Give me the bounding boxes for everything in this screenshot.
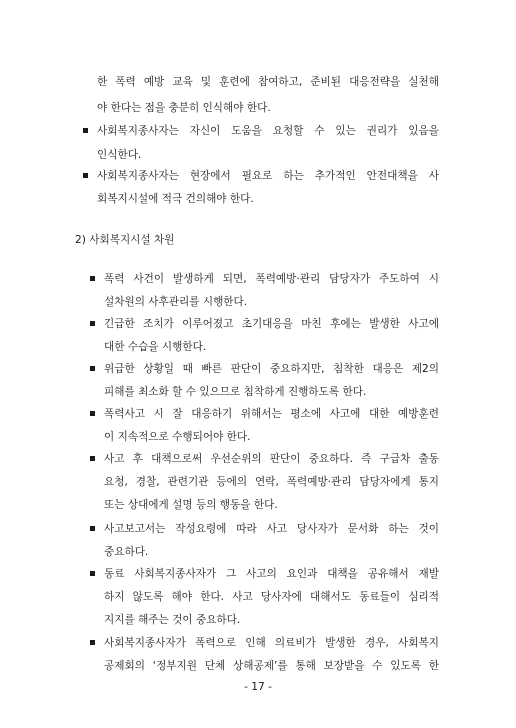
bullet-line: 설차원의 사후관리를 시행한다. (104, 296, 248, 308)
page-number: - 17 - (244, 681, 272, 693)
bullet-line: 사고보고서는 작성요령에 따라 사고 당사자가 문서화 하는 것이 (104, 523, 439, 535)
bullet-marker (90, 366, 95, 371)
bullet-line: 지지를 해주는 것이 중요하다. (104, 614, 241, 626)
bullet-marker (90, 276, 95, 281)
bullet-line: 이 지속적으로 수행되어야 한다. (104, 431, 251, 443)
intro-line: 야 한다는 점을 충분히 인식해야 한다. (97, 102, 271, 114)
bullet-line: 인식한다. (97, 149, 142, 161)
bullet-marker (90, 411, 95, 416)
bullet-line: 위급한 상황일 때 빠른 판단이 중요하지만, 침착한 대응은 제2의 (104, 363, 439, 375)
bullet-line: 사회복지종사자는 현장에서 필요로 하는 추가적인 안전대책을 사 (97, 170, 439, 182)
bullet-marker (90, 571, 95, 576)
bullet-marker (90, 321, 95, 326)
bullet-line: 동료 사회복지종사자가 그 사고의 요인과 대책을 공유해서 재발 (104, 568, 439, 580)
bullet-marker (90, 526, 95, 531)
bullet-marker (90, 456, 95, 461)
bullet-line: 사회복지종사자는 자신이 도움을 요청할 수 있는 권리가 있음을 (97, 125, 439, 137)
bullet-line: 긴급한 조치가 이루어졌고 초기대응을 마친 후에는 발생한 사고에 (104, 318, 439, 330)
bullet-marker (90, 640, 95, 645)
bullet-line: 중요하다. (104, 546, 149, 558)
bullet-line: 대한 수습을 시행한다. (104, 341, 207, 353)
bullet-marker (83, 173, 88, 178)
bullet-line: 폭력 사건이 발생하게 되면, 폭력예방·관리 담당자가 주도하여 시 (104, 273, 439, 285)
bullet-line: 회복지시설에 적극 건의해야 한다. (97, 193, 254, 205)
bullet-line: 하지 않도록 해야 한다. 사고 당사자에 대해서도 동료들이 심리적 (104, 591, 439, 603)
bullet-line: 공제회의 ‘정부지원 단체 상해공제’를 통해 보장받을 수 있도록 한 (104, 660, 439, 672)
bullet-marker (83, 128, 88, 133)
bullet-line: 폭력사고 시 잘 대응하기 위해서는 평소에 사고에 대한 예방훈련 (104, 408, 439, 420)
section-heading: 2) 사회복지시설 차원 (75, 234, 175, 246)
bullet-line: 사고 후 대책으로써 우선순위의 판단이 중요하다. 즉 구급차 출동 (104, 453, 439, 465)
bullet-line: 또는 상대에게 설명 등의 행동을 한다. (104, 499, 278, 511)
bullet-line: 사회복지종사자가 폭력으로 인해 의료비가 발생한 경우, 사회복지 (104, 637, 439, 649)
intro-line: 한 폭력 예방 교육 및 훈련에 참여하고, 준비된 대응전략을 실천해 (97, 76, 439, 88)
bullet-line: 피해를 최소화 할 수 있으므로 침착하게 진행하도록 한다. (104, 386, 367, 398)
bullet-line: 요청, 경찰, 관련기관 등에의 연락, 폭력예방·관리 담당자에게 통지 (104, 476, 439, 488)
